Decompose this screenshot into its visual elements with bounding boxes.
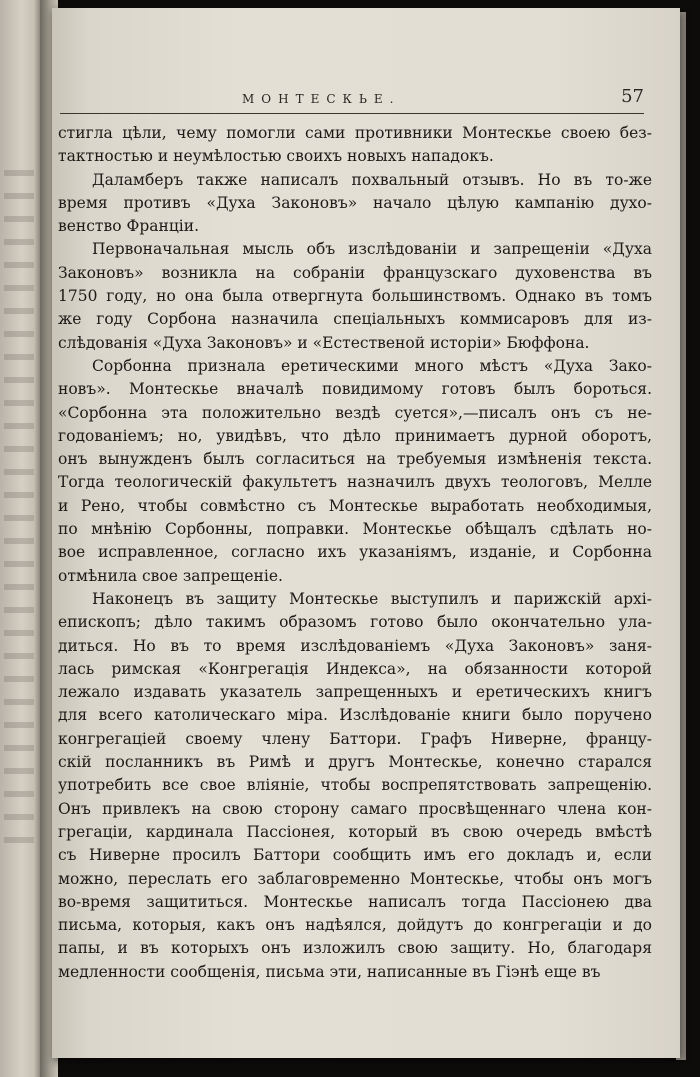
paragraph [58,169,652,239]
text-line: стигла цѣли, чему помогли сами противники Монтескье своею без- [58,124,652,142]
facing-page-ghost-text [4,331,34,337]
paragraph [58,122,652,169]
facing-page-ghost-text [4,607,34,613]
text-line: 1750 году, но она была отвергнута большинствомъ. Однако въ томъ [58,287,652,306]
facing-page-ghost-text [4,538,34,544]
facing-page-ghost-text [4,653,34,659]
paragraph [58,238,652,354]
facing-page-ghost-text [4,837,34,843]
text-line: епископъ; дѣло такимъ образомъ готово было окончательно ула- [58,613,652,632]
facing-page-ghost-text [4,515,34,521]
facing-page-ghost-text [4,699,34,705]
text-line: Даламберъ также написалъ похвальный отзывъ. Но въ то-же [92,170,652,189]
text-line: Тогда теологическій факультетъ назначилъ двухъ теологовъ, Мелле [58,473,652,492]
text-line: новъ». Монтескье вначалѣ повидимому готовъ былъ бороться. [58,380,652,399]
facing-page-ghost-text [4,216,34,222]
facing-page-ghost-text [4,193,34,199]
text-line: для всего католическаго міра. Изслѣдованіе книги было поручено [58,706,652,725]
facing-page-ghost-text [4,423,34,429]
text-line: и Рено, чтобы совмѣстно съ Монтескье выработать необходимыя, [58,496,652,515]
text-line: вое исправленное, согласно ихъ указаніямъ, изданіе, и Сорбонна [58,543,652,562]
text-line: можно, переслать его заблаговременно Монтескье, чтобы онъ могъ [58,869,652,888]
facing-page-ghost-text [4,722,34,728]
text-line: «Сорбонна эта положительно вездѣ суется»,—писалъ онъ съ не- [58,403,652,422]
text-line: грегаціи, кардинала Пассіонея, который въ свою очередь вмѣстѣ [58,822,652,841]
text-line: скій посланникъ въ Римѣ и другъ Монтескье, конечно старался [58,753,652,772]
facing-page-ghost-text [4,584,34,590]
text-line: венство Франціи. [58,217,200,236]
facing-page-ghost-text [4,676,34,682]
text-line: Сорбонна признала еретическими много мѣстъ «Духа Зако- [92,356,652,375]
facing-page-ghost-text [4,354,34,360]
text-line: письма, которыя, какъ онъ надѣялся, дойдутъ до конгрегаціи и до [58,916,652,935]
facing-page-ghost-text [4,446,34,452]
facing-page-edge [0,0,40,1077]
facing-page-ghost-text [4,400,34,406]
text-line: лежало издавать указатель запрещенныхъ и еретическихъ книгъ [58,683,652,702]
text-line: папы, и въ которыхъ онъ изложилъ свою защиту. Но, благодаря [58,939,652,958]
paragraph [58,588,652,984]
body-text [58,122,652,984]
facing-page-ghost-text [4,745,34,751]
text-line: Наконецъ въ защиту Монтескье выступилъ и парижскій архі- [92,589,652,608]
facing-page-ghost-text [4,285,34,291]
text-line: лась римская «Конгрегація Индекса», на обязанности которой [58,659,652,678]
facing-page-ghost-text [4,170,34,176]
text-line: медленности сообщенія, письма эти, написанные въ Гіэнѣ еще въ [58,962,601,981]
facing-page-ghost-text [4,469,34,475]
facing-page-ghost-text [4,239,34,245]
book-page [52,8,680,1058]
text-line: годованіемъ; но, увидѣвъ, что дѣло принимаетъ дурной оборотъ, [58,426,652,445]
facing-page-ghost-text [4,492,34,498]
page-header [52,86,680,114]
text-line: Первоначальная мысль объ изслѣдованіи и запрещеніи «Духа [92,240,652,259]
text-line: же году Сорбона назначила спеціальныхъ коммисаровъ для из- [58,310,652,329]
header-rule [60,113,644,114]
text-line: по мнѣнію Сорбонны, поправки. Монтескье обѣщалъ сдѣлать но- [58,520,652,539]
facing-page-ghost-text [4,791,34,797]
text-line: Законовъ» возникла на собраніи французскаго духовенства въ [58,263,652,282]
text-line: съ Ниверне просилъ Баттори сообщить имъ его докладъ и, если [58,846,652,865]
text-line: тактностью и неумѣлостью своихъ новыхъ нападокъ. [58,147,494,166]
facing-page-ghost-text [4,768,34,774]
text-line: конгрегаціей своему члену Баттори. Графъ Ниверне, францу- [58,729,652,748]
facing-page-ghost-text [4,262,34,268]
text-line: диться. Но въ то время изслѣдованіемъ «Духа Законовъ» заня- [58,636,652,655]
text-line: употребить все свое вліяніе, чтобы воспрепятствовать запрещенію. [58,776,652,795]
facing-page-ghost-text [4,377,34,383]
text-line: время противъ «Духа Законовъ» начало цѣлую кампанію духо- [58,193,652,212]
page-number: 57 [621,86,644,107]
text-line: Онъ привлекъ на свою сторону самаго просвѣщеннаго члена кон- [58,799,652,818]
facing-page-ghost-text [4,814,34,820]
text-line: слѣдованія «Духа Законовъ» и «Естественой исторіи» Бюффона. [58,333,590,352]
facing-page-ghost-text [4,561,34,567]
running-head: МОНТЕСКЬЕ. [242,92,401,106]
facing-page-ghost-text [4,630,34,636]
paragraph [58,355,652,588]
facing-page-ghost-text [4,308,34,314]
text-line: во-время защититься. Монтескье написалъ тогда Пассіонею два [58,892,652,911]
text-line: отмѣнила свое запрещеніе. [58,566,283,585]
text-line: онъ вынужденъ былъ согласиться на требуемыя измѣненія текста. [58,450,652,469]
